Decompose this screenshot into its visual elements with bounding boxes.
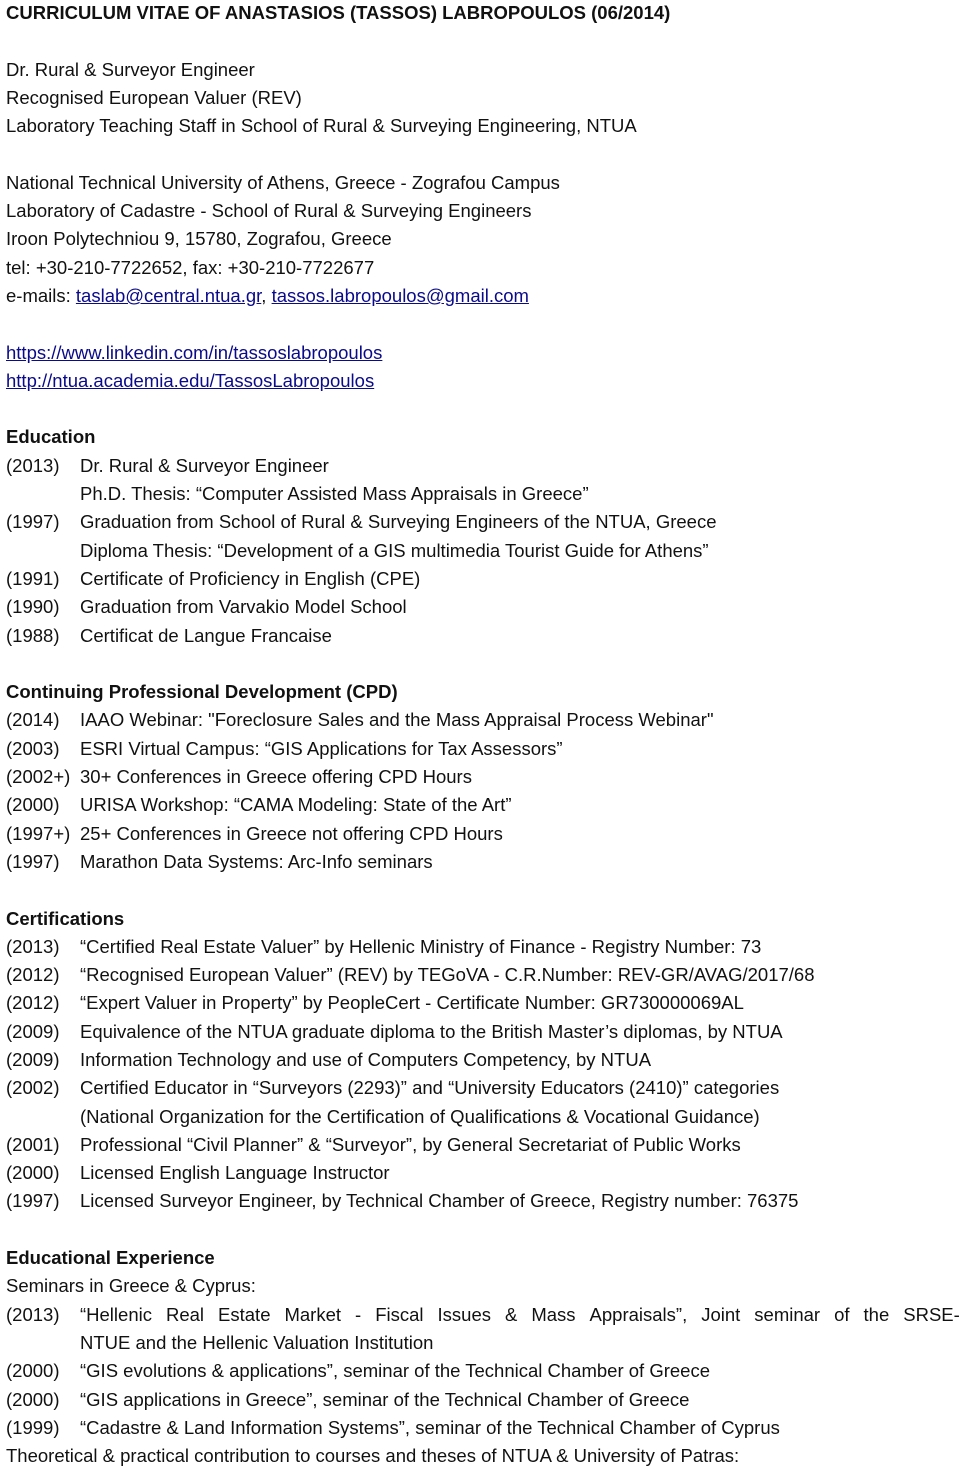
- spacer: [6, 310, 960, 338]
- spacer: [6, 876, 960, 904]
- email-link-ntua[interactable]: taslab@central.ntua.gr: [75, 284, 262, 306]
- list-item: [6, 1018, 960, 1046]
- item-year: (2000): [6, 1162, 60, 1184]
- item-text: Certified Educator in “Surveyors (2293)” and “University Educators (2410)” categories: [80, 1077, 780, 1099]
- item-text: IAAO Webinar: "Foreclosure Sales and the Mass Appraisal Process Webinar": [80, 709, 714, 731]
- list-item: [6, 480, 960, 508]
- address-line: Laboratory of Cadastre - School of Rural & Surveying Engineers: [6, 200, 532, 222]
- item-year: (2003): [6, 737, 60, 759]
- item-year: (2000): [6, 1388, 60, 1410]
- list-item: [6, 565, 960, 593]
- list-item: [6, 1187, 960, 1215]
- list-item: [6, 452, 960, 480]
- emails-label: e-mails:: [6, 284, 76, 306]
- list-item: [6, 735, 960, 763]
- item-text: Certificate of Proficiency in English (CPE): [80, 567, 421, 589]
- spacer: [6, 395, 960, 423]
- item-continuation: NTUE and the Hellenic Valuation Institution: [80, 1331, 434, 1353]
- item-text: “GIS evolutions & applications”, seminar of the Technical Chamber of Greece: [80, 1360, 710, 1382]
- list-item: [6, 622, 960, 650]
- spacer: [6, 140, 960, 168]
- item-text: 30+ Conferences in Greece offering CPD Hours: [80, 766, 472, 788]
- item-year: (2009): [6, 1048, 60, 1070]
- list-item: [6, 1074, 960, 1102]
- education-heading: Education: [6, 426, 96, 448]
- item-text: Certificat de Langue Francaise: [80, 624, 332, 646]
- item-text: 25+ Conferences in Greece not offering CPD Hours: [80, 822, 503, 844]
- item-text: “Expert Valuer in Property” by PeopleCert - Certificate Number: GR730000069AL: [80, 992, 744, 1014]
- justified-word: the: [863, 1303, 890, 1325]
- justified-word: Estate: [218, 1303, 271, 1325]
- item-year: (2001): [6, 1133, 60, 1155]
- cpd-heading: Continuing Professional Development (CPD): [6, 681, 398, 703]
- list-item: [6, 1159, 960, 1187]
- list-item: [6, 1357, 960, 1385]
- academia-link[interactable]: http://ntua.academia.edu/TassosLabropoulos: [6, 369, 375, 391]
- list-item: [6, 593, 960, 621]
- item-year: (2000): [6, 794, 60, 816]
- cpd-list: [6, 706, 960, 876]
- email-link-gmail[interactable]: tassos.labropoulos@gmail.com: [271, 284, 529, 306]
- item-year: [6, 480, 80, 508]
- header-line: Dr. Rural & Surveyor Engineer: [6, 58, 255, 80]
- certifications-heading: Certifications: [6, 907, 125, 929]
- spacer: [6, 27, 960, 55]
- item-year: (2002+): [6, 766, 71, 788]
- item-year: (2009): [6, 1020, 60, 1042]
- item-text: Ph.D. Thesis: “Computer Assisted Mass Appraisals in Greece”: [80, 483, 589, 505]
- item-text: ESRI Virtual Campus: “GIS Applications for Tax Assessors”: [80, 737, 563, 759]
- item-text: “Certified Real Estate Valuer” by Hellenic Ministry of Finance - Registry Number: 73: [80, 935, 762, 957]
- justified-word: &: [504, 1303, 518, 1325]
- justified-word: Mass: [531, 1303, 576, 1325]
- justified-word: Appraisals”,: [589, 1303, 688, 1325]
- justified-word: Real: [165, 1303, 205, 1325]
- list-item: [6, 848, 960, 876]
- list-item: [6, 537, 960, 565]
- justified-word: of: [834, 1303, 850, 1325]
- item-text: Information Technology and use of Computers Competency, by NTUA: [80, 1048, 652, 1070]
- list-item: [6, 989, 960, 1017]
- item-text: “Recognised European Valuer” (REV) by TEGoVA - C.R.Number: REV-GR/AVAG/2017/68: [80, 964, 815, 986]
- item-text: Equivalence of the NTUA graduate diploma to the British Master’s diplomas, by NTUA: [80, 1020, 783, 1042]
- spacer: [6, 1216, 960, 1244]
- item-year: (2013): [6, 935, 60, 957]
- list-item: [6, 1414, 960, 1442]
- list-item: [6, 820, 960, 848]
- item-year: (2013): [6, 454, 60, 476]
- list-item: [6, 791, 960, 819]
- justified-word: Issues: [437, 1303, 491, 1325]
- list-item: [6, 1046, 960, 1074]
- list-item: [6, 961, 960, 989]
- item-text: “Cadastre & Land Information Systems”, seminar of the Technical Chamber of Cyprus: [80, 1416, 780, 1438]
- item-year: (1997): [6, 511, 60, 533]
- item-year: (1999): [6, 1416, 60, 1438]
- list-item: [6, 706, 960, 734]
- linkedin-link[interactable]: https://www.linkedin.com/in/tassoslabropoulos: [6, 341, 383, 363]
- item-year: (2000): [6, 1360, 60, 1382]
- item-year: (2012): [6, 992, 60, 1014]
- item-year: (1997): [6, 850, 60, 872]
- item-year: (1997): [6, 1190, 60, 1212]
- list-item: [6, 1103, 960, 1131]
- experience-list: [6, 1357, 960, 1442]
- item-text: Dr. Rural & Surveyor Engineer: [80, 454, 329, 476]
- item-year: (1990): [6, 596, 60, 618]
- experience-heading: Educational Experience: [6, 1247, 215, 1269]
- item-text: Licensed English Language Instructor: [80, 1162, 390, 1184]
- page-title: CURRICULUM VITAE OF ANASTASIOS (TASSOS) LABROPOULOS (06/2014): [6, 2, 671, 23]
- list-item: [6, 1386, 960, 1414]
- item-year: (1988): [6, 624, 60, 646]
- item-year: [6, 537, 80, 565]
- item-text-justified: [80, 1301, 960, 1329]
- justified-word: SRSE-: [903, 1303, 960, 1325]
- list-item: [6, 1301, 960, 1329]
- justified-word: Market: [284, 1303, 342, 1325]
- justified-word: seminar: [754, 1303, 821, 1325]
- emails-separator: ,: [261, 284, 272, 306]
- emails-line: [6, 282, 960, 310]
- item-year: (2002): [6, 1077, 60, 1099]
- item-text: (National Organization for the Certification of Qualifications & Vocational Guidance): [80, 1105, 760, 1127]
- justified-word: Joint: [701, 1303, 741, 1325]
- list-item: [6, 933, 960, 961]
- item-year: (2013): [6, 1303, 60, 1325]
- header-line: Laboratory Teaching Staff in School of Rural & Surveying Engineering, NTUA: [6, 115, 637, 137]
- item-year: (2014): [6, 709, 60, 731]
- address-line: tel: +30-210-7722652, fax: +30-210-7722677: [6, 256, 375, 278]
- item-text: Professional “Civil Planner” & “Surveyor”, by General Secretariat of Public Works: [80, 1133, 741, 1155]
- experience-footer: Theoretical & practical contribution to courses and theses of NTUA & University of Patras:: [6, 1445, 740, 1467]
- spacer: [6, 650, 960, 678]
- item-text: Graduation from School of Rural & Surveying Engineers of the NTUA, Greece: [80, 511, 717, 533]
- justified-word: “Hellenic: [80, 1303, 152, 1325]
- list-item: [6, 763, 960, 791]
- item-year: (2012): [6, 964, 60, 986]
- address-line: National Technical University of Athens, Greece - Zografou Campus: [6, 171, 560, 193]
- education-list: [6, 452, 960, 650]
- justified-word: Fiscal: [375, 1303, 424, 1325]
- seminars-subheading: Seminars in Greece & Cyprus:: [6, 1275, 256, 1297]
- item-text: “GIS applications in Greece”, seminar of the Technical Chamber of Greece: [80, 1388, 690, 1410]
- item-year: [6, 1103, 80, 1131]
- item-text: Diploma Thesis: “Development of a GIS multimedia Tourist Guide for Athens”: [80, 539, 709, 561]
- certifications-list: [6, 933, 960, 1216]
- list-item: [6, 508, 960, 536]
- item-text: Marathon Data Systems: Arc-Info seminars: [80, 850, 433, 872]
- address-line: Iroon Polytechniou 9, 15780, Zografou, Greece: [6, 228, 392, 250]
- header-line: Recognised European Valuer (REV): [6, 86, 302, 108]
- item-year: (1991): [6, 567, 60, 589]
- item-text: Licensed Surveyor Engineer, by Technical Chamber of Greece, Registry number: 76375: [80, 1190, 799, 1212]
- item-year: (1997+): [6, 822, 71, 844]
- justified-word: -: [355, 1303, 362, 1325]
- item-text: Graduation from Varvakio Model School: [80, 596, 407, 618]
- item-text: URISA Workshop: “CAMA Modeling: State of the Art”: [80, 794, 512, 816]
- list-item: [6, 1131, 960, 1159]
